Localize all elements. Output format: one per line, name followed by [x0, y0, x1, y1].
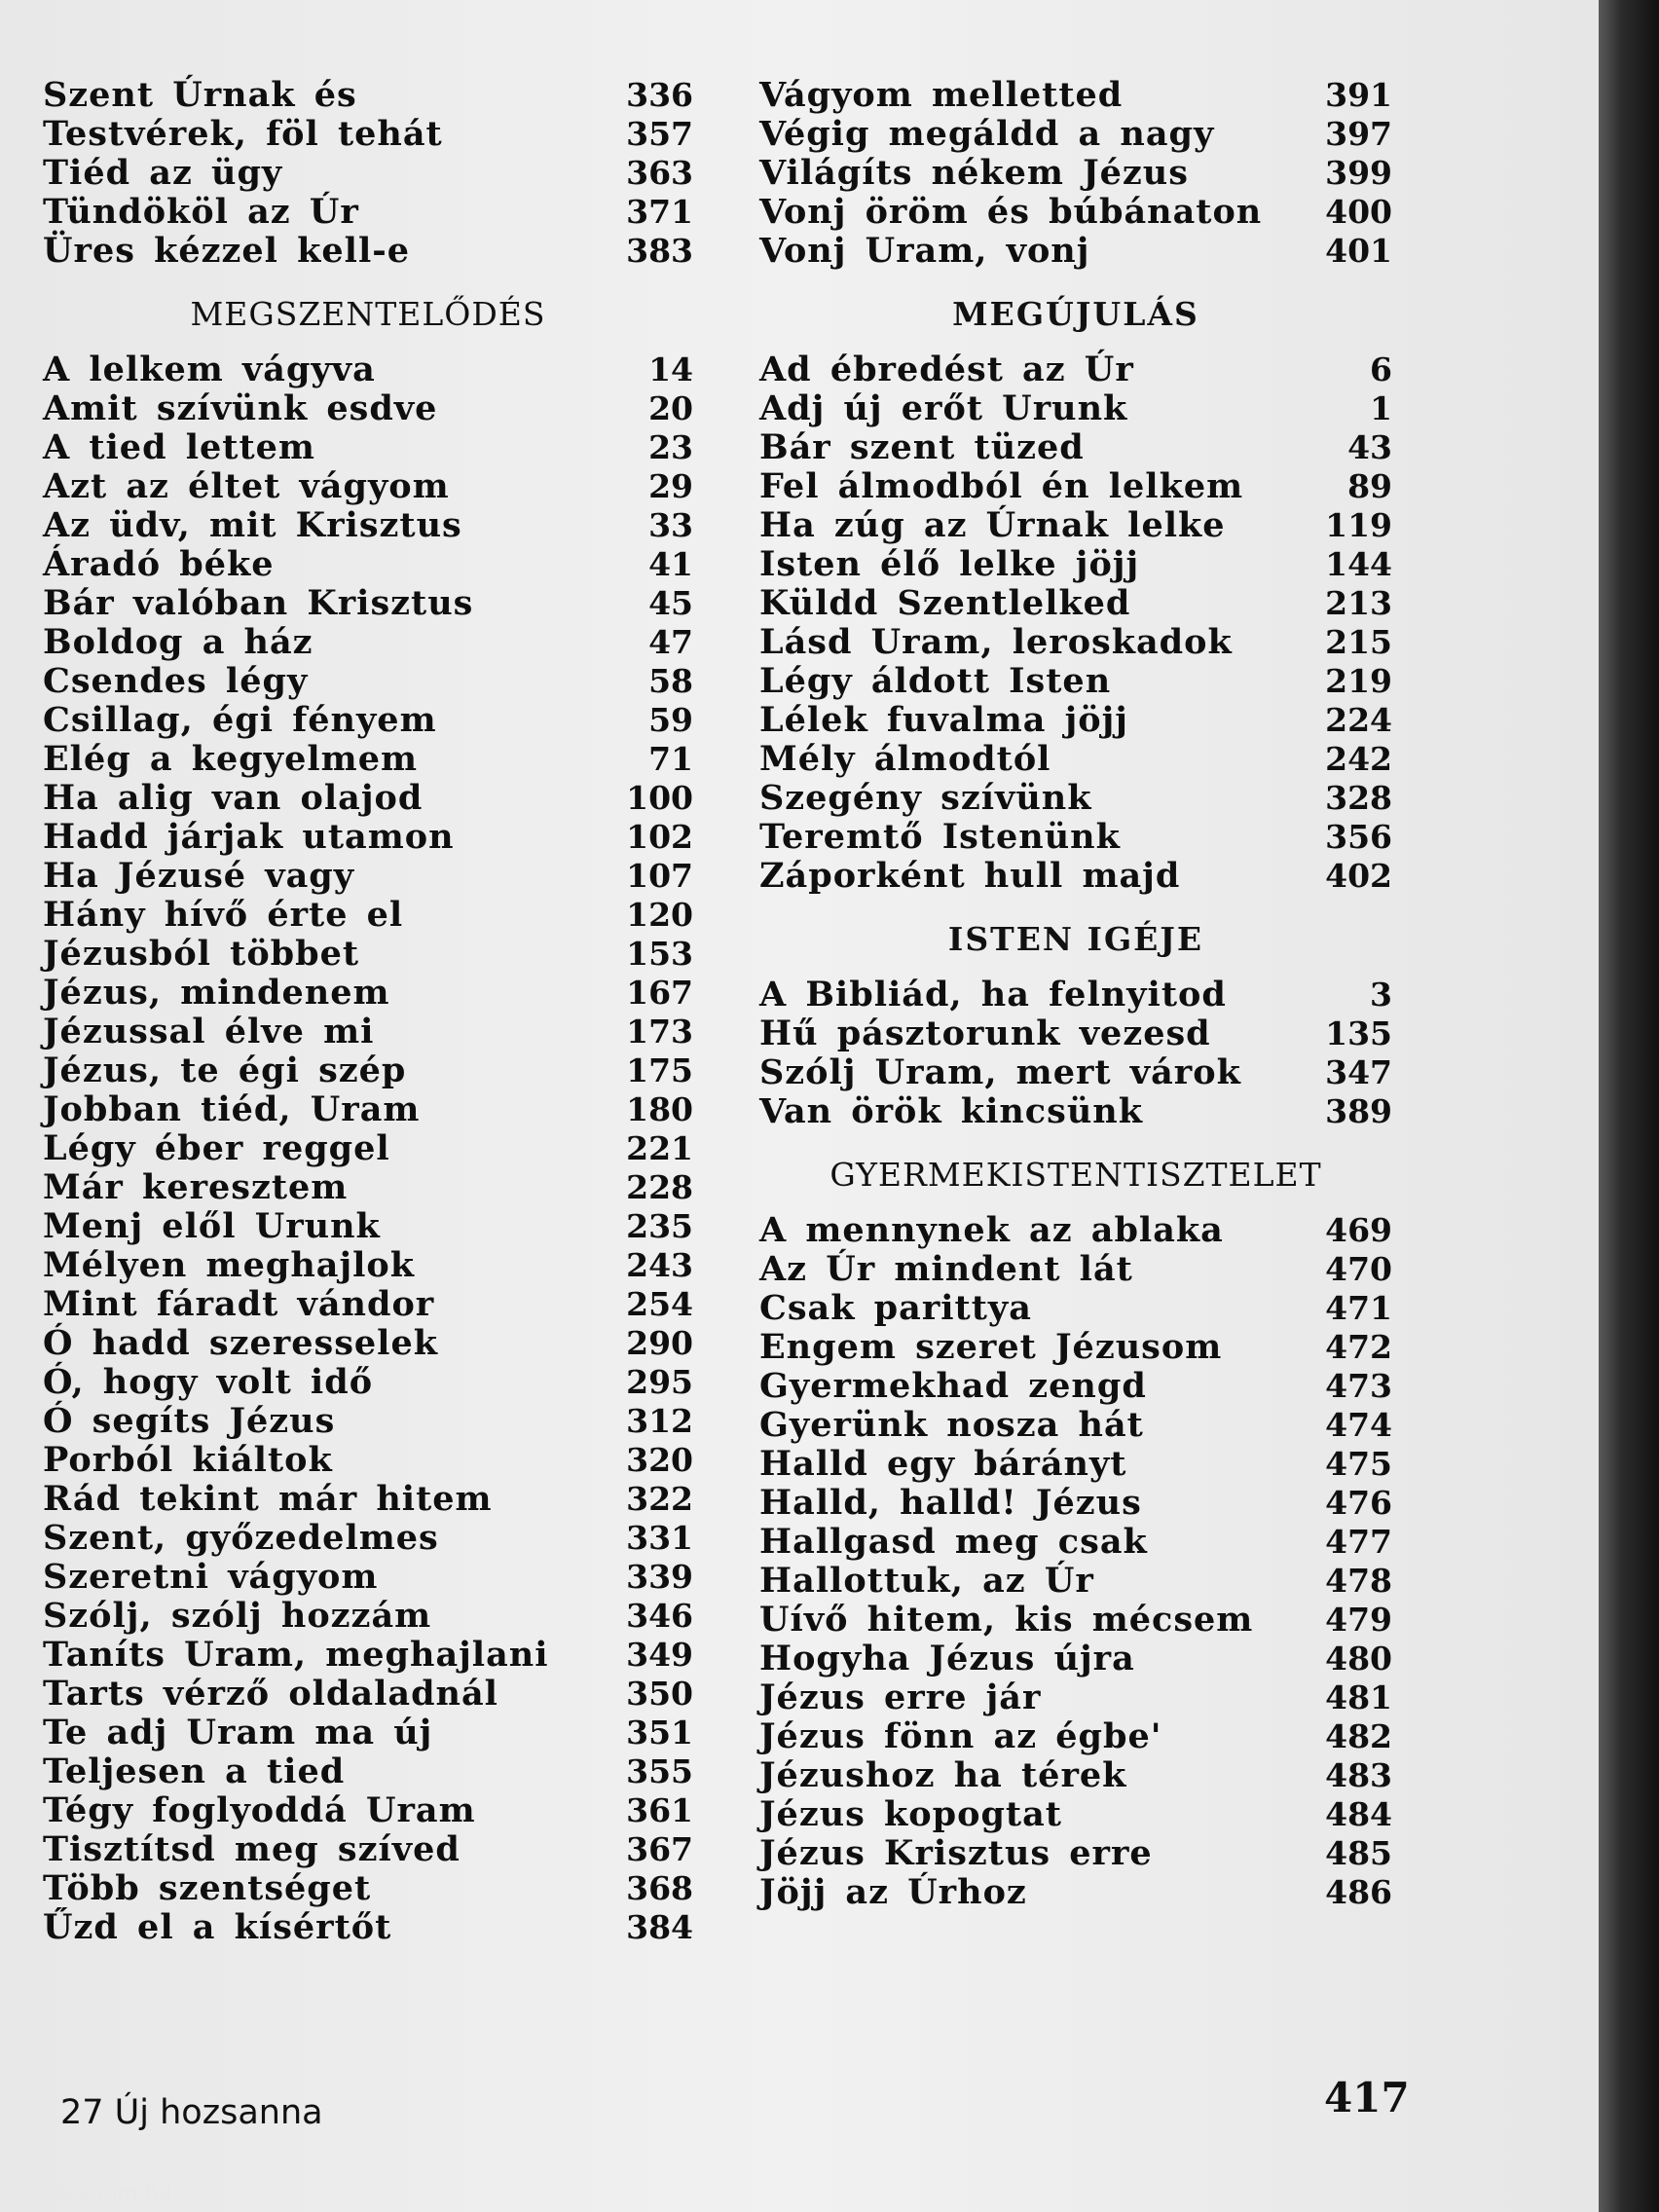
hymn-title: A Bibliád, ha felnyitod — [759, 975, 1227, 1014]
hymn-number: 355 — [626, 1752, 693, 1790]
index-entry — [43, 1285, 693, 1324]
index-entry — [759, 1211, 1392, 1250]
index-entry — [759, 428, 1392, 467]
hymn-title: Hány hívő érte el — [43, 895, 404, 935]
index-entry — [759, 701, 1392, 740]
index-entry — [43, 1441, 693, 1480]
hymn-number: 41 — [648, 545, 693, 583]
index-entry — [43, 350, 693, 389]
index-entry — [759, 740, 1392, 779]
hymn-title: Mély álmodtól — [759, 739, 1051, 779]
index-entry — [43, 662, 693, 701]
hymn-number: 482 — [1325, 1717, 1392, 1755]
index-entry — [43, 1168, 693, 1207]
index-entry — [43, 115, 693, 154]
index-entry — [43, 857, 693, 896]
index-entry — [759, 1406, 1392, 1445]
hymn-title: Porból kiáltok — [43, 1440, 333, 1480]
index-entry — [759, 1640, 1392, 1678]
hymn-title: Jézus kopogtat — [759, 1794, 1062, 1834]
hymn-title: Menj elől Urunk — [43, 1206, 381, 1246]
hymn-title: Jézus, te égi szép — [43, 1051, 407, 1090]
hymn-title: A lelkem vágyva — [43, 350, 376, 389]
index-entry — [759, 1289, 1392, 1328]
hymn-number: 6 — [1370, 350, 1392, 388]
index-entry — [43, 974, 693, 1013]
hymn-title: Jézushoz ha térek — [759, 1755, 1127, 1795]
hymn-title: Már keresztem — [43, 1167, 349, 1207]
hymn-number: 242 — [1325, 740, 1392, 778]
hymn-title: Az üdv, mit Krisztus — [43, 505, 462, 545]
hymn-number: 472 — [1325, 1328, 1392, 1366]
page-number: 417 — [1324, 2074, 1410, 2121]
index-entry — [759, 389, 1392, 428]
index-entry — [759, 545, 1392, 584]
index-entry — [759, 1873, 1392, 1912]
index-entry — [43, 1597, 693, 1636]
hymn-title: Te adj Uram ma új — [43, 1713, 433, 1752]
hymn-title: Ad ébredést az Úr — [759, 350, 1134, 389]
hymn-number: 235 — [626, 1207, 693, 1245]
index-entry — [759, 584, 1392, 623]
hymn-title: Bár valóban Krisztus — [43, 583, 474, 623]
hymn-number: 320 — [626, 1441, 693, 1479]
hymn-title: Szegény szívünk — [759, 778, 1092, 818]
hymn-number: 102 — [626, 818, 693, 856]
hymn-title: Mélyen meghajlok — [43, 1245, 415, 1285]
hymn-title: Tégy foglyoddá Uram — [43, 1790, 476, 1830]
hymn-title: Légy áldott Isten — [759, 661, 1112, 701]
isten-igeje-list — [759, 976, 1392, 1131]
index-entry — [759, 467, 1392, 506]
hymn-title: Jobban tiéd, Uram — [43, 1089, 421, 1129]
hymn-number: 357 — [626, 115, 693, 153]
hymn-title: Csak parittya — [759, 1288, 1032, 1328]
index-entry — [43, 740, 693, 779]
index-entry — [759, 1678, 1392, 1717]
hymn-number: 107 — [626, 857, 693, 895]
index-entry — [43, 389, 693, 428]
hymn-title: Rád tekint már hitem — [43, 1479, 493, 1519]
hymn-title: Tiéd az ügy — [43, 153, 283, 193]
index-entry — [759, 1756, 1392, 1795]
index-entry — [43, 154, 693, 193]
hymn-title: Teljesen a tied — [43, 1751, 346, 1791]
hymn-title: Hogyha Jézus újra — [759, 1639, 1135, 1678]
index-entry — [43, 1402, 693, 1441]
index-entry — [43, 1558, 693, 1597]
hymn-title: Vágyom melletted — [759, 75, 1124, 115]
left-top-list — [43, 76, 693, 271]
hymn-title: Vonj Uram, vonj — [759, 231, 1090, 271]
hymn-title: Légy éber reggel — [43, 1128, 390, 1168]
hymn-title: Teremtő Istenünk — [759, 817, 1121, 857]
hymn-number: 219 — [1325, 662, 1392, 700]
hymn-number: 349 — [626, 1636, 693, 1674]
hymn-title: Jézus erre jár — [759, 1677, 1042, 1717]
index-entry — [759, 1484, 1392, 1523]
hymn-number: 477 — [1325, 1523, 1392, 1561]
hymn-number: 486 — [1325, 1873, 1392, 1911]
book-spine — [1599, 0, 1659, 2212]
index-entry — [43, 545, 693, 584]
index-entry — [43, 1791, 693, 1830]
hymn-number: 476 — [1325, 1484, 1392, 1522]
index-entry — [43, 701, 693, 740]
hymn-number: 173 — [626, 1013, 693, 1051]
index-entry — [43, 1090, 693, 1129]
right-top-list — [759, 76, 1392, 271]
hymn-number: 336 — [626, 76, 693, 114]
index-entry — [43, 779, 693, 818]
index-entry — [759, 1092, 1392, 1131]
index-entry — [43, 1363, 693, 1402]
hymn-title: Azt az éltet vágyom — [43, 466, 450, 506]
hymn-number: 389 — [1325, 1092, 1392, 1130]
hymn-number: 45 — [648, 584, 693, 622]
hymn-number: 484 — [1325, 1795, 1392, 1833]
hymn-title: Ó hadd szeresselek — [43, 1323, 438, 1363]
hymn-number: 483 — [1325, 1756, 1392, 1794]
hymn-number: 367 — [626, 1830, 693, 1868]
megujulas-list — [759, 350, 1392, 896]
left-section-list — [43, 350, 693, 1947]
index-entry — [759, 1523, 1392, 1562]
section-heading-gyermekistentisztelet: GYERMEKISTENTISZTELET — [830, 1156, 1322, 1194]
index-entry — [759, 662, 1392, 701]
hymn-number: 3 — [1370, 976, 1392, 1014]
hymn-title: Halld egy bárányt — [759, 1444, 1127, 1484]
hymn-title: Tündököl az Úr — [43, 192, 359, 232]
hymn-number: 481 — [1325, 1678, 1392, 1716]
hymn-title: Űzd el a kísértőt — [43, 1907, 392, 1947]
index-entry — [43, 1869, 693, 1908]
hymn-number: 29 — [648, 467, 693, 505]
hymn-title: Szent, győzedelmes — [43, 1518, 439, 1558]
hymn-title: Engem szeret Jézusom — [759, 1327, 1223, 1367]
index-entry — [759, 1367, 1392, 1406]
hymn-title: Tisztítsd meg szíved — [43, 1829, 461, 1869]
hymn-title: Záporként hull majd — [759, 856, 1181, 896]
left-column — [43, 76, 693, 1947]
hymn-title: Taníts Uram, meghajlani — [43, 1635, 549, 1675]
hymn-title: Lásd Uram, leroskadok — [759, 622, 1233, 662]
hymn-number: 254 — [626, 1285, 693, 1323]
index-entry — [759, 857, 1392, 896]
index-entry — [759, 1562, 1392, 1601]
hymn-number: 175 — [626, 1051, 693, 1089]
index-entry — [43, 506, 693, 545]
hymn-number: 224 — [1325, 701, 1392, 739]
hymn-title: Jézussal élve mi — [43, 1012, 375, 1051]
hymn-number: 20 — [648, 389, 693, 427]
hymn-number: 331 — [626, 1519, 693, 1557]
hymn-title: Gyermekhad zengd — [759, 1366, 1147, 1406]
hymn-number: 485 — [1325, 1834, 1392, 1872]
index-entry — [759, 1717, 1392, 1756]
index-entry — [759, 1601, 1392, 1640]
hymn-title: Elég a kegyelmem — [43, 739, 418, 779]
hymn-title: Halld, halld! Jézus — [759, 1483, 1142, 1523]
index-entry — [43, 1830, 693, 1869]
hymn-number: 368 — [626, 1869, 693, 1907]
hymn-number: 135 — [1325, 1014, 1392, 1052]
hymn-number: 350 — [626, 1675, 693, 1713]
index-entry — [43, 1519, 693, 1558]
hymn-number: 383 — [626, 232, 693, 270]
hymn-number: 120 — [626, 896, 693, 934]
hymn-number: 371 — [626, 193, 693, 231]
hymn-title: Adj új erőt Urunk — [759, 388, 1128, 428]
index-entry — [43, 935, 693, 974]
index-entry — [759, 1014, 1392, 1053]
index-entry — [43, 1013, 693, 1051]
index-entry — [759, 1795, 1392, 1834]
hymn-title: Csillag, égi fényem — [43, 700, 437, 740]
hymn-number: 480 — [1325, 1640, 1392, 1677]
hymn-title: Csendes légy — [43, 661, 309, 701]
hymn-number: 479 — [1325, 1601, 1392, 1639]
hymn-number: 58 — [648, 662, 693, 700]
index-entry — [43, 1480, 693, 1519]
hymn-title: Uívő hitem, kis mécsem — [759, 1600, 1254, 1640]
hymn-number: 213 — [1325, 584, 1392, 622]
index-entry — [759, 1053, 1392, 1092]
hymn-title: Amit szívünk esdve — [43, 388, 438, 428]
hymn-number: 59 — [648, 701, 693, 739]
hymn-number: 475 — [1325, 1445, 1392, 1483]
index-entry — [759, 1834, 1392, 1873]
hymn-number: 469 — [1325, 1211, 1392, 1249]
index-entry — [43, 1714, 693, 1752]
index-entry — [43, 1324, 693, 1363]
hymn-number: 351 — [626, 1714, 693, 1751]
hymn-title: Ha alig van olajod — [43, 778, 424, 818]
hymn-number: 71 — [648, 740, 693, 778]
hymn-title: Hallgasd meg csak — [759, 1522, 1148, 1562]
hymn-number: 312 — [626, 1402, 693, 1440]
gyermekistentisztelet-list — [759, 1211, 1392, 1912]
hymn-number: 322 — [626, 1480, 693, 1518]
hymn-number: 474 — [1325, 1406, 1392, 1444]
hymn-number: 399 — [1325, 154, 1392, 192]
hymn-title: Ha zúg az Úrnak lelke — [759, 505, 1226, 545]
hymn-title: Több szentséget — [43, 1868, 372, 1908]
hymn-title: Jézusból többet — [43, 934, 360, 974]
hymn-number: 23 — [648, 428, 693, 466]
hymn-number: 384 — [626, 1908, 693, 1946]
right-column — [759, 76, 1392, 1912]
hymn-number: 471 — [1325, 1289, 1392, 1327]
hymn-title: A tied lettem — [43, 427, 315, 467]
hymn-number: 33 — [648, 506, 693, 544]
hymn-number: 470 — [1325, 1250, 1392, 1288]
hymn-number: 43 — [1347, 428, 1392, 466]
index-entry — [759, 818, 1392, 857]
hymn-number: 1 — [1370, 389, 1392, 427]
hymn-title: Ó, hogy volt idő — [43, 1362, 374, 1402]
hymn-number: 167 — [626, 974, 693, 1012]
index-entry — [759, 115, 1392, 154]
hymn-title: Hadd járjak utamon — [43, 817, 455, 857]
index-entry — [43, 1246, 693, 1285]
hymn-title: Szólj Uram, mert várok — [759, 1052, 1241, 1092]
index-entry — [759, 154, 1392, 193]
hymn-title: Küldd Szentlelked — [759, 583, 1131, 623]
hymn-number: 221 — [626, 1129, 693, 1167]
hymn-title: Áradó béke — [43, 544, 275, 584]
index-entry — [43, 896, 693, 935]
hymn-title: Végig megáldd a nagy — [759, 114, 1215, 154]
index-entry — [759, 76, 1392, 115]
index-entry — [43, 623, 693, 662]
index-entry — [43, 467, 693, 506]
index-entry — [759, 193, 1392, 232]
hymn-number: 400 — [1325, 193, 1392, 231]
section-heading-megujulas: MEGÚJULÁS — [952, 295, 1199, 333]
hymn-number: 401 — [1325, 232, 1392, 270]
hymn-title: Tarts vérző oldaladnál — [43, 1674, 498, 1714]
hymn-number: 397 — [1325, 115, 1392, 153]
index-entry — [759, 1445, 1392, 1484]
hymn-title: Testvérek, föl tehát — [43, 114, 443, 154]
hymn-number: 144 — [1325, 545, 1392, 583]
hymn-title: Hű pásztorunk vezesd — [759, 1014, 1211, 1053]
index-entry — [43, 1675, 693, 1714]
hymn-title: Hallottuk, az Úr — [759, 1561, 1094, 1601]
hymn-number: 290 — [626, 1324, 693, 1362]
hymn-title: Bár szent tüzed — [759, 427, 1085, 467]
hymn-title: Van örök kincsünk — [759, 1091, 1143, 1131]
hymn-title: Fel álmodból én lelkem — [759, 466, 1244, 506]
hymn-title: Ó segíts Jézus — [43, 1401, 336, 1441]
index-entry — [759, 1250, 1392, 1289]
hymn-number: 346 — [626, 1597, 693, 1635]
hymn-title: A mennynek az ablaka — [759, 1210, 1224, 1250]
index-entry — [43, 428, 693, 467]
index-entry — [43, 818, 693, 857]
hymn-title: Isten élő lelke jöjj — [759, 544, 1140, 584]
index-entry — [43, 584, 693, 623]
hymn-number: 180 — [626, 1090, 693, 1128]
hymn-title: Szólj, szólj hozzám — [43, 1596, 432, 1636]
hymn-number: 402 — [1325, 857, 1392, 895]
hymn-title: Szeretni vágyom — [43, 1557, 379, 1597]
hymn-number: 47 — [648, 623, 693, 661]
hymn-title: Az Úr mindent lát — [759, 1249, 1133, 1289]
hymn-number: 228 — [626, 1168, 693, 1206]
hymn-title: Jöjj az Úrhoz — [759, 1872, 1027, 1912]
watermark: Antikvárium.hu — [8, 2181, 172, 2205]
hymn-title: Ha Jézusé vagy — [43, 856, 355, 896]
index-entry — [43, 76, 693, 115]
hymn-number: 295 — [626, 1363, 693, 1401]
hymn-title: Üres kézzel kell-e — [43, 231, 411, 271]
hymn-title: Világíts nékem Jézus — [759, 153, 1189, 193]
hymn-number: 339 — [626, 1558, 693, 1596]
index-entry — [759, 976, 1392, 1014]
index-entry — [43, 1051, 693, 1090]
index-entry — [759, 779, 1392, 818]
hymn-title: Jézus Krisztus erre — [759, 1833, 1153, 1873]
index-entry — [43, 1636, 693, 1675]
hymn-number: 347 — [1325, 1053, 1392, 1091]
hymn-number: 215 — [1325, 623, 1392, 661]
hymn-number: 153 — [626, 935, 693, 973]
section-heading-megszentelodes: MEGSZENTELŐDÉS — [190, 295, 546, 333]
hymn-number: 100 — [626, 779, 693, 817]
hymn-number: 14 — [648, 350, 693, 388]
hymn-number: 328 — [1325, 779, 1392, 817]
index-entry — [43, 232, 693, 271]
index-entry — [43, 1908, 693, 1947]
hymn-title: Lélek fuvalma jöjj — [759, 700, 1128, 740]
index-entry — [43, 1752, 693, 1791]
hymn-number: 356 — [1325, 818, 1392, 856]
hymn-title: Jézus fönn az égbe' — [759, 1716, 1162, 1756]
hymn-title: Gyerünk nosza hát — [759, 1405, 1144, 1445]
index-entry — [759, 506, 1392, 545]
hymn-number: 361 — [626, 1791, 693, 1829]
hymn-number: 243 — [626, 1246, 693, 1284]
hymn-number: 363 — [626, 154, 693, 192]
footer-book-signature: 27 Új hozsanna — [60, 2093, 323, 2132]
index-entry — [759, 232, 1392, 271]
hymn-title: Szent Úrnak és — [43, 75, 357, 115]
hymn-title: Vonj öröm és búbánaton — [759, 192, 1263, 232]
hymn-number: 473 — [1325, 1367, 1392, 1405]
hymn-title: Mint fáradt vándor — [43, 1284, 435, 1324]
index-entry — [759, 1328, 1392, 1367]
hymn-title: Boldog a ház — [43, 622, 313, 662]
index-entry — [759, 350, 1392, 389]
index-entry — [43, 1129, 693, 1168]
hymn-number: 391 — [1325, 76, 1392, 114]
hymn-title: Jézus, mindenem — [43, 973, 390, 1013]
section-heading-isten-igeje: ISTEN IGÉJE — [947, 920, 1204, 958]
index-entry — [759, 623, 1392, 662]
hymn-number: 89 — [1347, 467, 1392, 505]
hymn-number: 119 — [1325, 506, 1392, 544]
index-entry — [43, 1207, 693, 1246]
index-entry — [43, 193, 693, 232]
hymn-number: 478 — [1325, 1562, 1392, 1600]
